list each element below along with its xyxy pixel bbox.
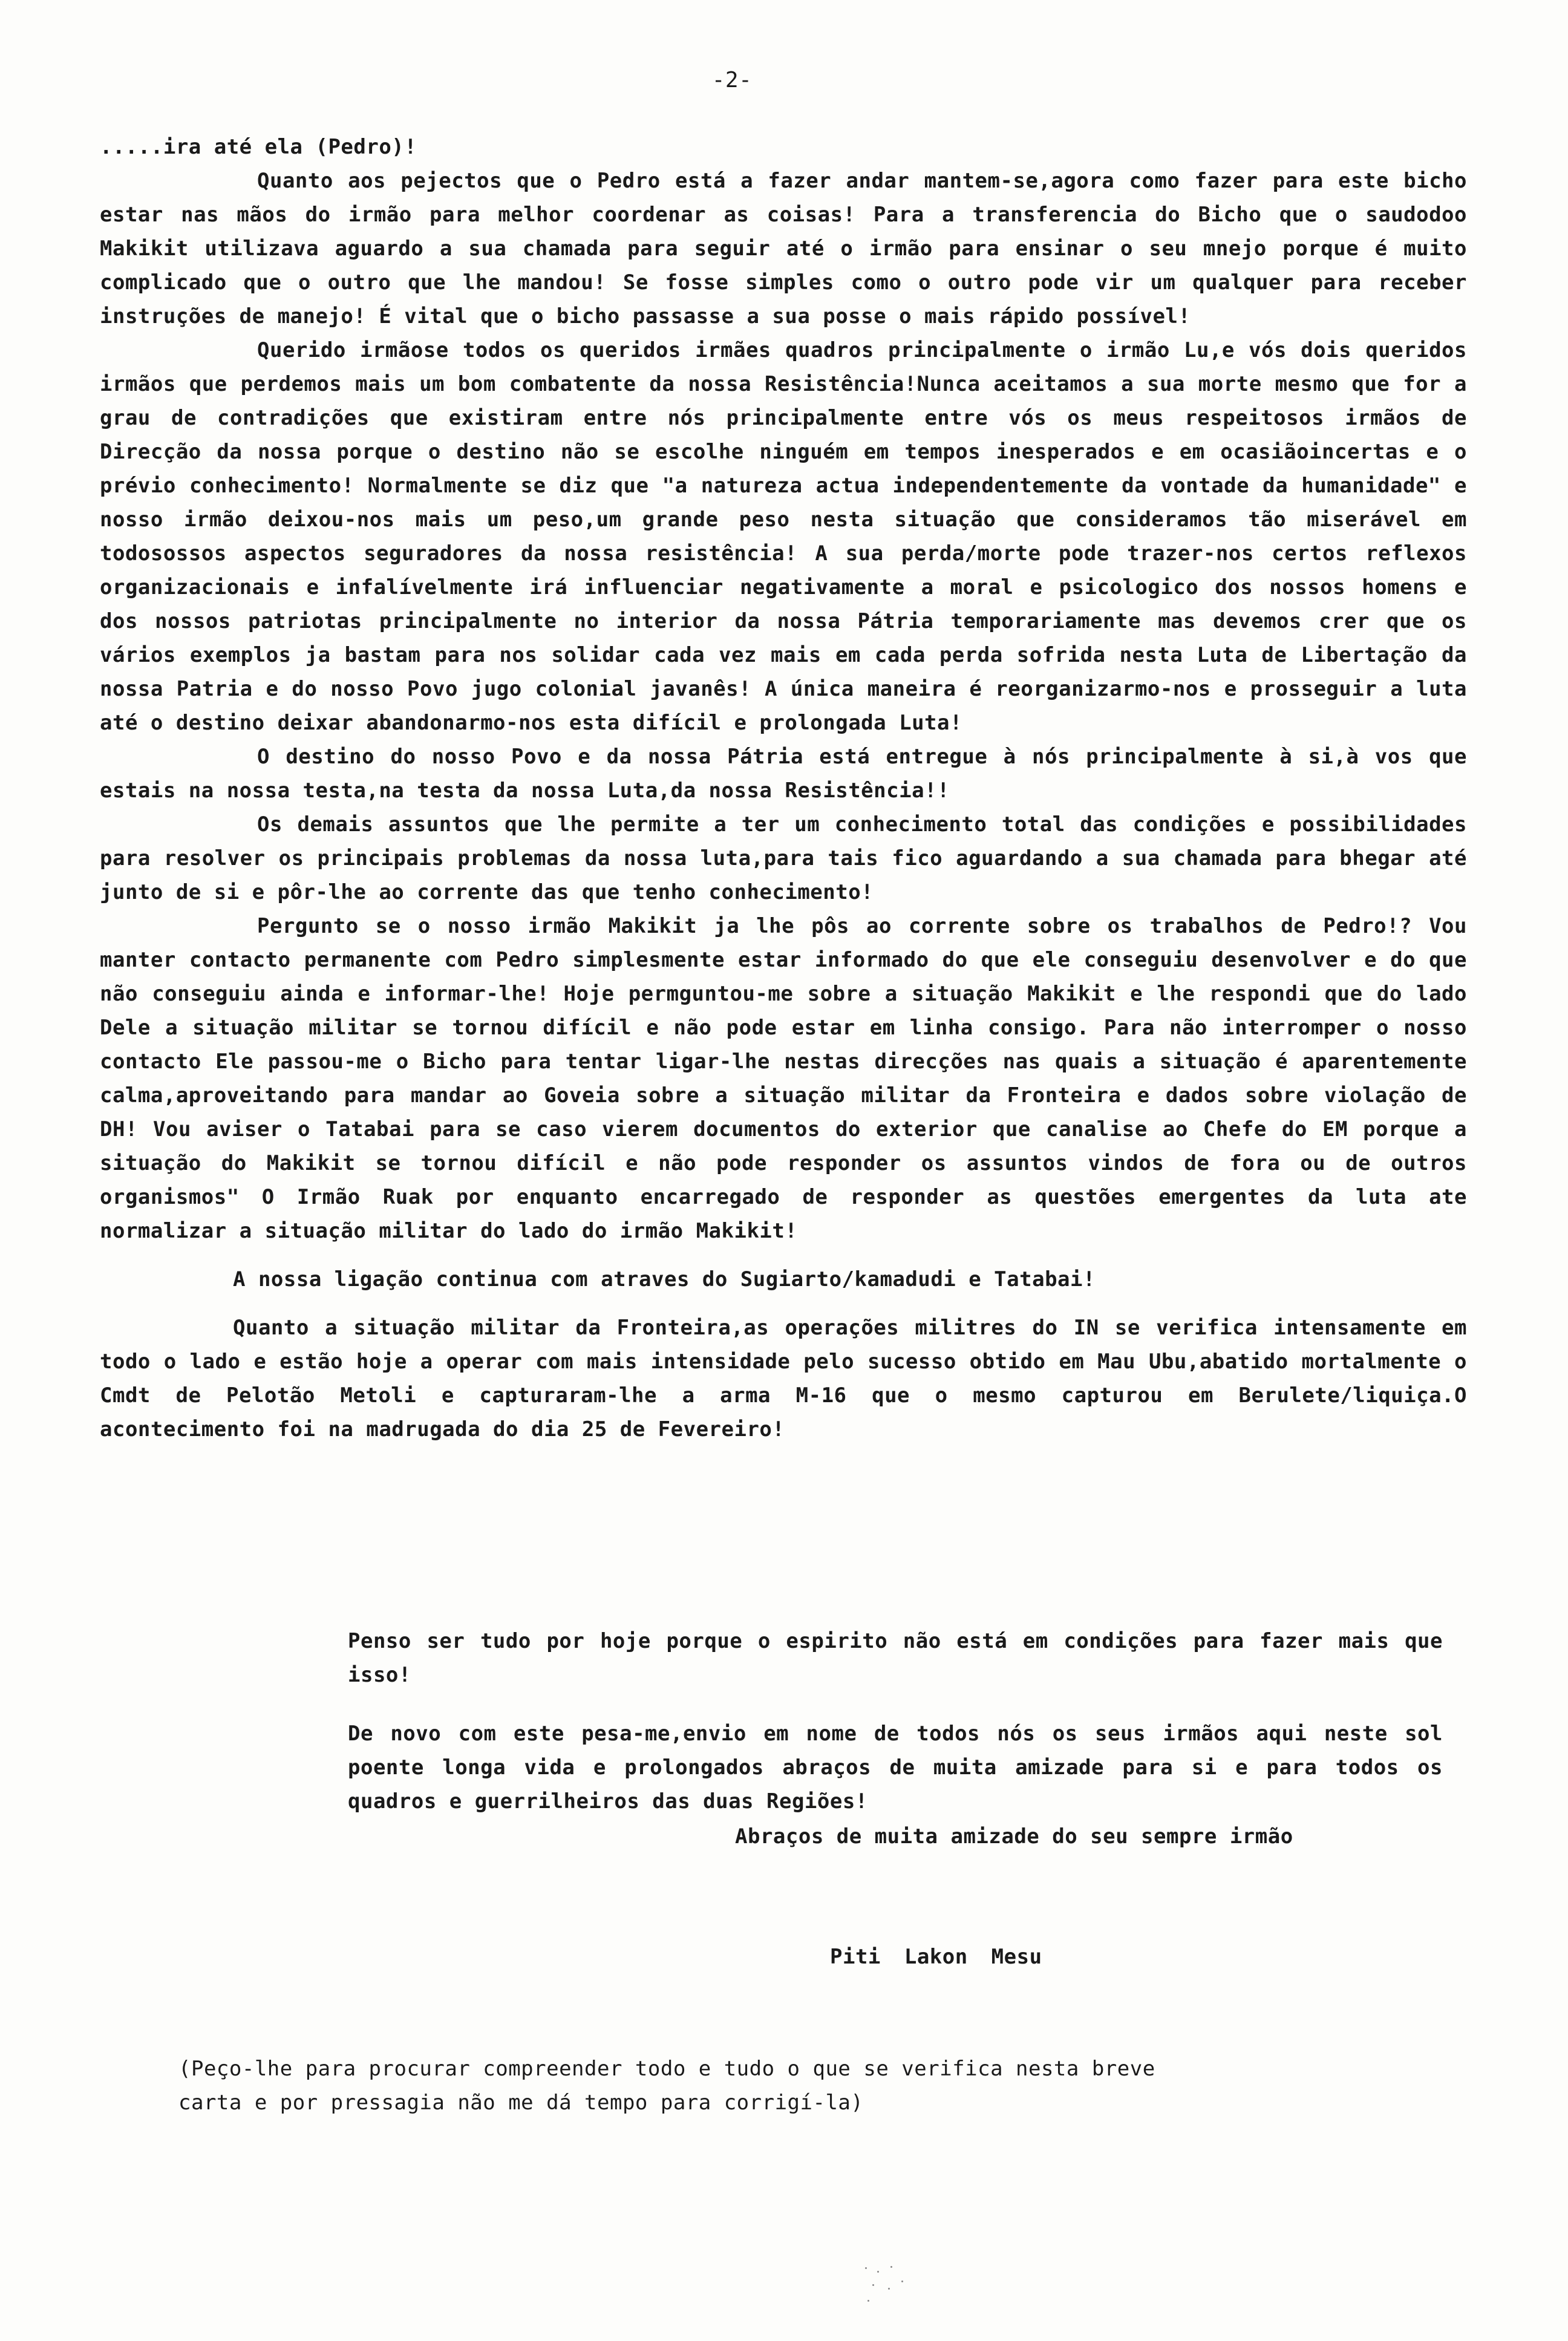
paragraph-projects: Quanto aos pejectos que o Pedro está a fazer andar mantem-se,agora como fazer para este bicho estar nas mãos do irmão para melhor coordenar as coisas! Para a transferencia do Bicho que o saudodoo Makikit utilizava aguardo a sua chamada para seguir até o irmão para ensinar o seu mnejo porque é muito complicado que o outro que lhe mandou! Se fosse simples como o outro pode vir um qualquer para receber instruções de manejo! É vital que o bicho passasse a sua posse o mais rápido possível! [100, 169, 1467, 328]
paragraph-military-situation: Quanto a situação militar da Fronteira,as operações militres do IN se verifica intensamente em todo o lado e estão hoje a operar com mais intensidade pelo sucesso obtido em Mau Ubu,abatido mortalmente o Cmdt de Pelotão Metoli e capturaram-lhe a arma M-16 que o mesmo capturou em Berulete/liquiça.O acontecimento foi na madrugada do dia 25 de Fevereiro! [100, 1316, 1467, 1441]
postscript [178, 2052, 1340, 2120]
closing-block-2 [348, 1717, 1443, 1818]
paragraph-contact-pedro: Pergunto se o nosso irmão Makikit ja lhe pôs ao corrente sobre os trabalhos de Pedro!? Vou manter contacto permanente com Pedro simplesmente estar informado do que ele conseguiu desenvolver e do que não conseguiu ainda e informar-lhe! Hoje permguntou-me sobre a situação Makikit e lhe respondi que do lado Dele a situação militar se tornou difícil e não pode estar em linha consigo. Para não interromper o nosso contacto Ele passou-me o Bicho para tentar ligar-lhe nestas direcções nas quais a situação é aparentemente calma,aproveitando para mandar ao Goveia sobre a situação militar da Fronteira e dados sobre violação de DH! Vou aviser o Tatabai para se caso vierem documentos do exterior que canalise ao Chefe do EM porque a situação do Makikit se tornou difícil e não pode responder os assuntos vindos de fora ou de outros organismos" O Irmão Ruak por enquanto encarregado de responder as questões emergentes da luta ate normalizar a situação militar do lado do irmão Makikit! [100, 914, 1467, 1243]
paragraph-condolence: Querido irmãose todos os queridos irmães quadros principalmente o irmão Lu,e vós dois queridos irmãos que perdemos mais um bom combatente da nossa Resistência!Nunca aceitamos a sua morte mesmo que for a grau de contradições que existiram entre nós principalmente entre vós os meus respeitosos irmãos de Direcção da nossa porque o destino não se escolhe ninguém em tempos inesperados e em ocasiãoincertas e o prévio conhecimento! Normalmente se diz que "a natureza actua independentemente da vontade da humanidade" e nosso irmão deixou-nos mais um peso,um grande peso nesta situação que consideramos tão miserável em todosossos aspectos seguradores da nossa resistência! A sua perda/morte pode trazer-nos certos reflexos organizacionais e infalívelmente irá influenciar negativamente a moral e psicologico dos nossos homens e dos nossos patriotas principalmente no interior da nossa Pátria temporariamente mas devemos crer que os vários exemplos ja bastam para nos solidar cada vez mais em cada perda sofrida nesta Luta de Libertação da nossa Patria e do nosso Povo jugo colonial javanês! A única maneira é reorganizarmo-nos e prosseguir a luta até o destino deixar abandonarmo-nos esta difícil e prolongada Luta! [100, 338, 1467, 735]
paragraph-destiny: O destino do nosso Povo e da nossa Pátria está entregue à nós principalmente à si,à vos que estais na nossa testa,na testa da nossa Luta,da nossa Resistência!! [100, 745, 1467, 803]
signature: Piti Lakon Mesu [830, 1945, 1042, 1969]
farewell-line: Abraços de muita amizade do seu sempre irmão [735, 1824, 1293, 1849]
paragraph-opening: .....ira até ela (Pedro)! [100, 135, 417, 159]
closing-block-1 [348, 1624, 1443, 1692]
scan-specks [859, 2262, 913, 2311]
closing-paragraph: Penso ser tudo por hoje porque o espirito não está em condições para fazer mais que isso! [348, 1629, 1443, 1687]
closing-paragraph: De novo com este pesa-me,envio em nome de todos nós os seus irmãos aqui neste sol poente longa vida e prolongados abraços de muita amizade para si e para todos os quadros e guerrilheiros das duas Regiões! [348, 1722, 1443, 1814]
postscript-line: (Peço-lhe para procurar compreender todo e tudo o que se verifica nesta breve [178, 2057, 1155, 2081]
postscript-line: carta e por pressagia não me dá tempo para corrigí-la) [178, 2091, 864, 2115]
paragraph-liaison: A nossa ligação continua com atraves do Sugiarto/kamadudi e Tatabai! [233, 1267, 1096, 1291]
paragraph-other-matters: Os demais assuntos que lhe permite a ter um conhecimento total das condições e possibilidades para resolver os principais problemas da nossa luta,para tais fico aguardando a sua chamada para bhegar até junto de si e pôr-lhe ao corrente das que tenho conhecimento! [100, 812, 1467, 904]
letter-body [100, 130, 1467, 1446]
page-number: -2- [711, 68, 753, 93]
